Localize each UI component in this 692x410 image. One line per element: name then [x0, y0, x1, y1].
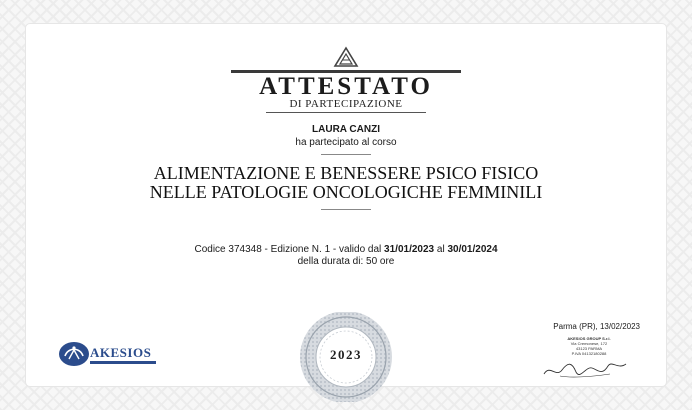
company-stamp: [544, 336, 634, 356]
issue-place-date: Parma (PR), 13/02/2023: [553, 322, 640, 331]
brand-underline: [90, 361, 156, 364]
company-vat: P.IVA 04132180288: [571, 351, 607, 356]
validity-prefix: Codice 374348 - Edizione N. 1 - valido dal: [194, 244, 385, 255]
seal-year: 2023: [330, 347, 362, 362]
divider-upper: [321, 154, 371, 155]
course-title: [60, 164, 632, 202]
brand-name: AKESIOS: [90, 345, 152, 360]
validity-middle: al: [434, 244, 448, 255]
subtitle-rule: [266, 112, 426, 113]
company-city: 43123 PARMA: [575, 346, 603, 351]
certificate-title: ATTESTATO: [259, 73, 433, 100]
participation-text: ha partecipato al corso: [295, 137, 397, 148]
recipient-name: LAURA CANZI: [312, 124, 380, 135]
divider-lower: [321, 209, 371, 210]
validity-from-date: 31/01/2023: [384, 244, 435, 255]
akesios-logo-icon: [58, 341, 90, 367]
course-title-line-1: ALIMENTAZIONE E BENESSERE PSICO FISICO: [153, 163, 539, 183]
validity-line: [100, 244, 592, 255]
validity-to-date: 30/01/2024: [447, 244, 498, 255]
company-address: Via Cremonese, 172: [570, 341, 608, 346]
course-duration: della durata di: 50 ore: [297, 256, 395, 267]
signature-icon: [540, 356, 630, 382]
course-title-line-2: NELLE PATOLOGIE ONCOLOGICHE FEMMINILI: [149, 182, 543, 202]
certificate-subtitle: DI PARTECIPAZIONE: [289, 98, 403, 110]
triangle-emblem-icon: [332, 46, 360, 68]
company-name: AKESIOS GROUP S.r.l.: [567, 336, 611, 341]
